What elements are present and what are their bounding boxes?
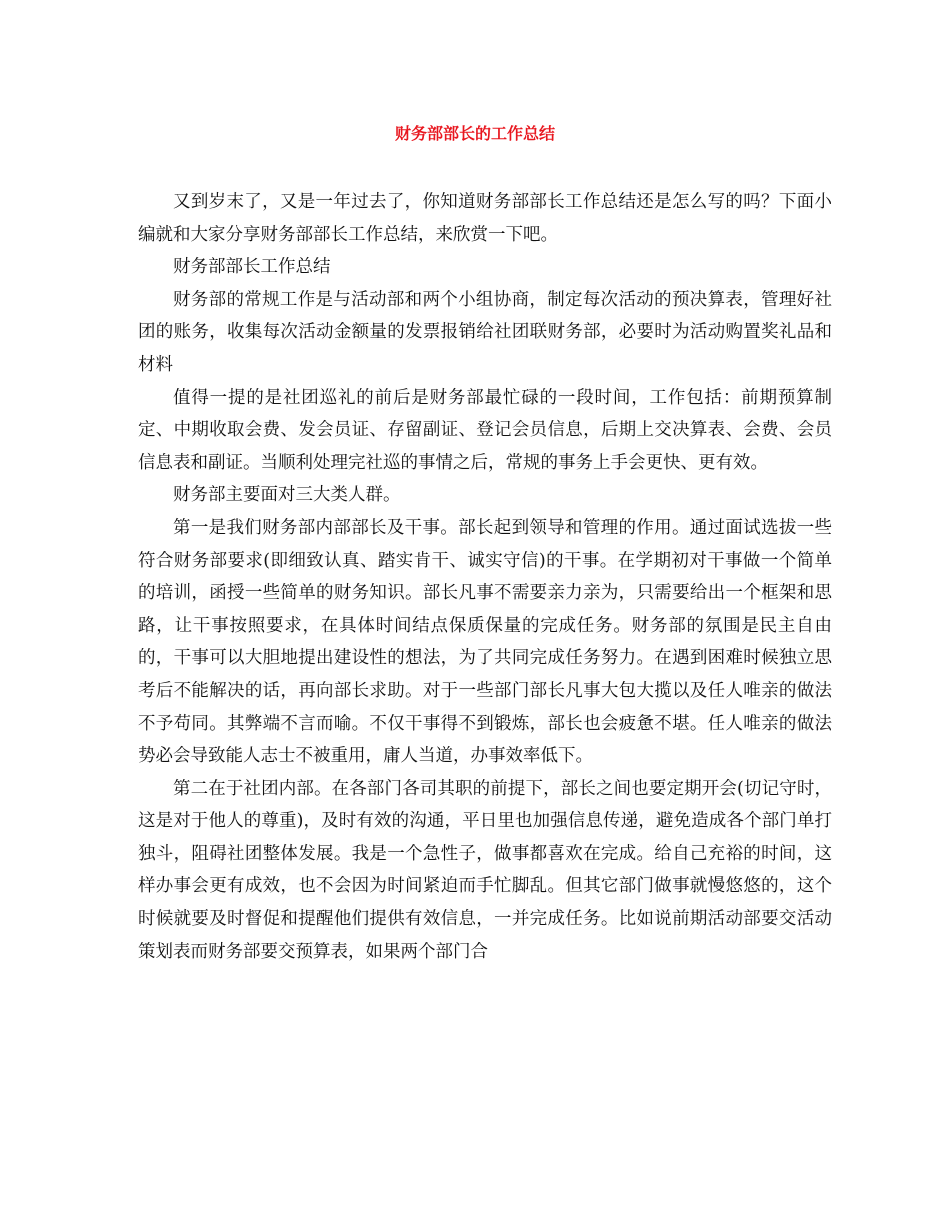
paragraph-three-groups: 财务部主要面对三大类人群。 (173, 485, 401, 506)
paragraph-routine-work: 财务部的常规工作是与活动部和两个小组协商，制定每次活动的预决算表，管理好社团的账务，收集每次活动金额量的发票报销给社团联财务部，必要时为活动购置奖礼品和材料 (138, 289, 832, 375)
paragraph-busy-period: 值得一提的是社团巡礼的前后是财务部最忙碌的一段时间，工作包括：前期预算制定、中期收取会费、发会员证、存留副证、登记会员信息，后期上交决算表、会费、会员信息表和副证。当顺利处理完社巡的事情之后，常规的事务上手会更快、更有效。 (138, 387, 832, 473)
paragraph-intro: 又到岁末了，又是一年过去了，你知道财务部部长工作总结还是怎么写的吗？下面小编就和大家分享财务部部长工作总结，来欣赏一下吧。 (138, 192, 832, 245)
paragraph-second-group: 第二在于社团内部。在各部门各司其职的前提下，部长之间也要定期开会(切记守时，这是对于他人的尊重)，及时有效的沟通，平日里也加强信息传递，避免造成各个部门单打独斗，阻碍社团整体发展。我是一个急性子，做事都喜欢在完成。给自己充裕的时间，这样办事会更有成效，也不会因为时间紧迫而手忙脚乱。但其它部门做事就慢悠悠的，这个时候就要及时督促和提醒他们提供有效信息，一并完成任务。比如说前期活动部要交活动策划表而财务部要交预算表，如果两个部门合 (138, 778, 832, 962)
document-body (138, 186, 832, 968)
paragraph-subheading: 财务部部长工作总结 (173, 257, 331, 278)
document-title: 财务部部长的工作总结 (394, 124, 555, 143)
paragraph-first-group: 第一是我们财务部内部部长及干事。部长起到领导和管理的作用。通过面试选拔一些符合财务部要求(即细致认真、踏实肯干、诚实守信)的干事。在学期初对干事做一个简单的培训，函授一些简单的财务知识。部长凡事不需要亲力亲为，只需要给出一个框架和思路，让干事按照要求，在具体时间结点保质保量的完成任务。财务部的氛围是民主自由的，干事可以大胆地提出建设性的想法，为了共同完成任务努力。在遇到困难时候独立思考后不能解决的话，再向部长求助。对于一些部门部长凡事大包大揽以及任人唯亲的做法不予苟同。其弊端不言而喻。不仅干事得不到锻炼，部长也会疲惫不堪。任人唯亲的做法势必会导致能人志士不被重用，庸人当道，办事效率低下。 (138, 517, 832, 767)
